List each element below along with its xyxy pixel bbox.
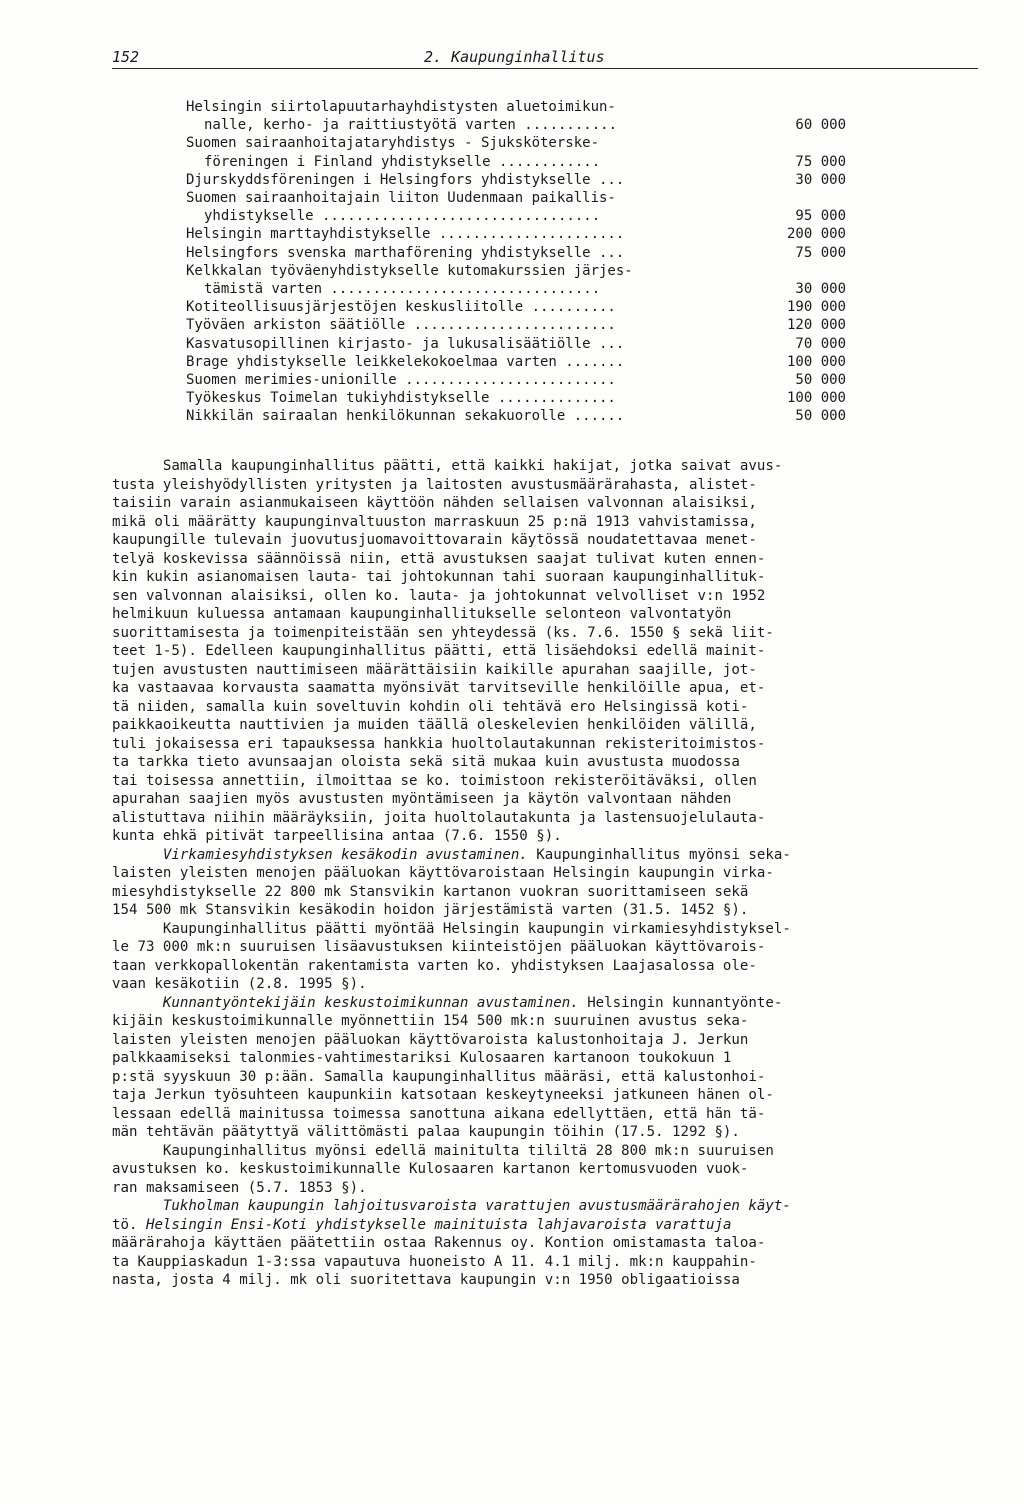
- grant-recipient: Brage yhdistykselle leikkelekokoelmaa varten .......: [186, 353, 625, 370]
- grant-amount: 50 000: [795, 408, 846, 425]
- text-line: tujen avustusten nauttimiseen määrättäisiin kaikille apurahan saajille, jot-: [112, 661, 757, 678]
- grant-amount: 30 000: [795, 171, 846, 188]
- grant-row: [186, 98, 846, 134]
- grant-recipient: Kotiteollisuusjärjestöjen keskusliitolle ..........: [186, 299, 616, 316]
- grant-row: [186, 244, 846, 262]
- grant-amount: 95 000: [795, 208, 846, 225]
- grant-amount: 190 000: [786, 299, 846, 316]
- text-line: [112, 1197, 982, 1216]
- grant-row: [186, 389, 846, 407]
- grant-recipient: Nikkilän sairaalan henkilökunnan sekakuorolle ......: [186, 408, 625, 425]
- italic-heading: Kunnantyöntekijäin keskustoimikunnan avustaminen.: [162, 994, 579, 1011]
- grant-recipient: Suomen merimies-unionille .........................: [186, 372, 616, 389]
- text-line: Kaupunginhallitus myönsi edellä mainitulta tililtä 28 800 mk:n suuruisen: [112, 1142, 774, 1159]
- grant-recipient: Kasvatusopillinen kirjasto- ja lukusalisäätiölle ...: [186, 335, 625, 352]
- text-line: suorittamisesta ja toimenpiteistään sen yhteydessä (ks. 7.6. 1550 § sekä liit-: [112, 624, 774, 641]
- grant-recipient: Helsingfors svenska marthaförening yhdistykselle ...: [186, 244, 625, 261]
- text-line: le 73 000 mk:n suuruisen lisäavustuksen kiinteistöjen pääluokan käyttövarois-: [112, 939, 766, 955]
- text-line: tuli jokaisessa eri tapauksessa hankkia huoltolautakunnan rekisteritoimistos-: [112, 735, 766, 752]
- text-line: avustuksen ko. keskustoimikunnalle Kulosaaren kartanon kertomusvuoden vuok-: [112, 1161, 749, 1177]
- grant-amount: 60 000: [795, 117, 846, 134]
- text-line: vaan kesäkotiin (2.8. 1995 §).: [112, 976, 367, 992]
- text-line: mikä oli määrätty kaupunginvaltuuston marraskuun 25 p:nä 1913 vahvistamissa,: [112, 513, 757, 530]
- text-line: ta Kauppiaskadun 1-3:ssa vapautuva huoneisto A 11. 4.1 milj. mk:n kauppahin-: [112, 1253, 757, 1270]
- text-line: Kunnantyöntekijäin keskustoimikunnan avustaminen. Helsingin kunnantyönte-: [162, 994, 783, 1011]
- text-line: taan verkkopallokentän rakentamista varten ko. yhdistyksen Laajasalossa ole-: [112, 957, 757, 974]
- grant-row: [186, 225, 846, 243]
- grant-row: [186, 407, 846, 425]
- text-line: alistuttava niihin määräyksiin, joita huoltolautakunta ja lastensuojelulauta-: [112, 809, 766, 826]
- text-line: Kaupunginhallitus päätti myöntää Helsingin kaupungin virkamiesyhdistyksel-: [112, 920, 791, 937]
- text-line: tä niiden, samalla kuin soveltuvin kohdin oli tehtävä ero Helsingissä koti-: [112, 698, 749, 715]
- grant-recipient: Työkeskus Toimelan tukiyhdistykselle ..............: [186, 390, 616, 407]
- grant-amount: 75 000: [795, 153, 846, 170]
- grant-row: [186, 189, 846, 225]
- body-text: [112, 457, 982, 1290]
- text-line: palkkaamiseksi talonmies-vahtimestariksi Kulosaaren kartanoon toukokuun 1: [112, 1050, 732, 1066]
- grant-row: [186, 371, 846, 389]
- grant-recipient: Kelkkalan työväenyhdistykselle kutomakurssien järjes- tämistä varten ................................: [186, 262, 633, 298]
- text-line: kunta ehkä pitivät tarpeellisina antaa (7.6. 1550 §).: [112, 828, 562, 844]
- text-line: teet 1-5). Edelleen kaupunginhallitus päätti, että lisäehdoksi edellä mainit-: [112, 643, 766, 659]
- text-line: p:stä syyskuun 30 p:ään. Samalla kaupunginhallitus määräsi, että kalustonhoi-: [112, 1068, 766, 1085]
- text-line: 154 500 mk Stansvikin kesäkodin hoidon järjestämistä varten (31.5. 1452 §).: [112, 902, 749, 918]
- grant-row: [186, 298, 846, 316]
- grant-amount: 50 000: [795, 372, 846, 389]
- grant-recipient: Helsingin marttayhdistykselle ......................: [186, 226, 625, 243]
- grant-amount: 75 000: [795, 244, 846, 261]
- running-head: 2. Kaupunginhallitus: [424, 48, 605, 66]
- text-line: helmikuun kuluessa antamaan kaupunginhallitukselle selonteon valvontatyön: [112, 606, 732, 622]
- text-line: män tehtävän päätyttyä välittömästi palaa kaupungin töihin (17.5. 1292 §).: [112, 1124, 740, 1140]
- grant-recipient: Työväen arkiston säätiölle ........................: [186, 317, 616, 334]
- page-header: [112, 44, 978, 69]
- grant-list: [186, 98, 846, 426]
- grant-recipient: Helsingin siirtolapuutarhayhdistysten aluetoimikun- nalle, kerho- ja raittiustyötä varten ...........: [186, 99, 618, 134]
- text-line: paikkaoikeutta nauttivien ja muiden täällä oleskelevien henkilöiden välillä,: [112, 717, 757, 733]
- grant-amount: 100 000: [786, 353, 846, 370]
- grant-amount: 70 000: [795, 335, 846, 352]
- grant-row: [186, 171, 846, 189]
- text-line: kaupungille tulevain juovutusjuomavoittovarain käytössä noudatettavaa menet-: [112, 532, 757, 548]
- text-line: sen valvonnan alaisiksi, ollen ko. lauta- ja johtokunnat velvolliset v:n 1952: [112, 587, 766, 604]
- grant-row: [186, 316, 846, 334]
- page-number: 152: [112, 48, 140, 66]
- text-line: määrärahoja käyttäen päätettiin ostaa Rakennus oy. Kontion omistamasta taloa-: [112, 1235, 766, 1251]
- text-line: tusta yleishyödyllisten yritysten ja laitosten avustusmäärärahasta, alistet-: [112, 476, 757, 493]
- text-line: ran maksamiseen (5.7. 1853 §).: [112, 1179, 367, 1196]
- text-line: kin kukin asianomaisen lauta- tai johtokunnan tahi suoraan kaupunginhallituk-: [112, 569, 766, 585]
- text-line: miesyhdistykselle 22 800 mk Stansvikin kartanon vuokran suorittamiseen sekä: [112, 883, 749, 900]
- text-line: tö. Helsingin Ensi-Koti yhdistykselle mainituista lahjavaroista varattuja: [112, 1216, 732, 1233]
- text-line: Virkamiesyhdistyksen kesäkodin avustaminen. Kaupunginhallitus myönsi seka-: [162, 846, 791, 863]
- grant-row: [186, 262, 846, 298]
- grant-amount: 100 000: [786, 390, 846, 407]
- grant-row: [186, 134, 846, 170]
- italic-heading: Virkamiesyhdistyksen kesäkodin avustaminen.: [162, 846, 528, 863]
- text-line: tai toisessa annettiin, ilmoittaa se ko. toimistoon rekisteröitäväksi, ollen: [112, 772, 757, 789]
- text-line: ka vastaavaa korvausta saamatta myönsivät tarvitseville henkilöille apua, et-: [112, 680, 766, 696]
- grant-recipient: Suomen sairaanhoitajataryhdistys - Sjuksköterske- föreningen i Finland yhdistykselle ............: [186, 135, 601, 170]
- grant-amount: 200 000: [786, 226, 846, 243]
- italic-heading: Helsingin Ensi-Koti yhdistykselle mainituista lahjavaroista varattuja: [137, 1216, 732, 1233]
- text-line: laisten yleisten menojen pääluokan käyttövaroistaan Helsingin kaupungin virka-: [112, 865, 774, 881]
- text-line: ta tarkka tieto avunsaajan oloista sekä sitä mukaa kuin avustusta muodossa: [112, 754, 740, 770]
- text-line: apurahan saajien myös avustusten myöntämiseen ja käytön valvontaan nähden: [112, 791, 732, 807]
- text-line: lessaan edellä mainitussa toimessa sanottuna aikana edellyttäen, että hän tä-: [112, 1105, 766, 1122]
- text-line: laisten yleisten menojen pääluokan käyttövaroista kalustonhoitaja J. Jerkun: [112, 1031, 749, 1048]
- grant-row: [186, 335, 846, 353]
- grant-row: [186, 353, 846, 371]
- grant-recipient: Suomen sairaanhoitajain liiton Uudenmaan paikallis- yhdistykselle .................................: [186, 190, 616, 225]
- italic-heading: Tukholman kaupungin lahjoitusvaroista varattujen avustusmäärärahojen käyt-: [162, 1198, 791, 1214]
- grant-amount: 30 000: [795, 281, 846, 298]
- text-line: Samalla kaupunginhallitus päätti, että kaikki hakijat, jotka saivat avus-: [112, 458, 783, 474]
- text-line: taja Jerkun työsuhteen kaupunkiin katsotaan keskeytyneeksi jatkuneen hänen ol-: [112, 1087, 774, 1103]
- text-line: telyä koskevissa säännöissä niin, että avustuksen saajat tulivat kuten ennen-: [112, 550, 766, 567]
- grant-amount: 120 000: [786, 317, 846, 334]
- text-line: taisiin varain asianmukaiseen käyttöön nähden sellaisen valvonnan alaisiksi,: [112, 495, 757, 511]
- grant-recipient: Djurskyddsföreningen i Helsingfors yhdistykselle ...: [186, 171, 625, 188]
- text-line: kijäin keskustoimikunnalle myönnettiin 154 500 mk:n suuruinen avustus seka-: [112, 1013, 749, 1029]
- text-line: nasta, josta 4 milj. mk oli suoritettava kaupungin v:n 1950 obligaatioissa: [112, 1272, 740, 1288]
